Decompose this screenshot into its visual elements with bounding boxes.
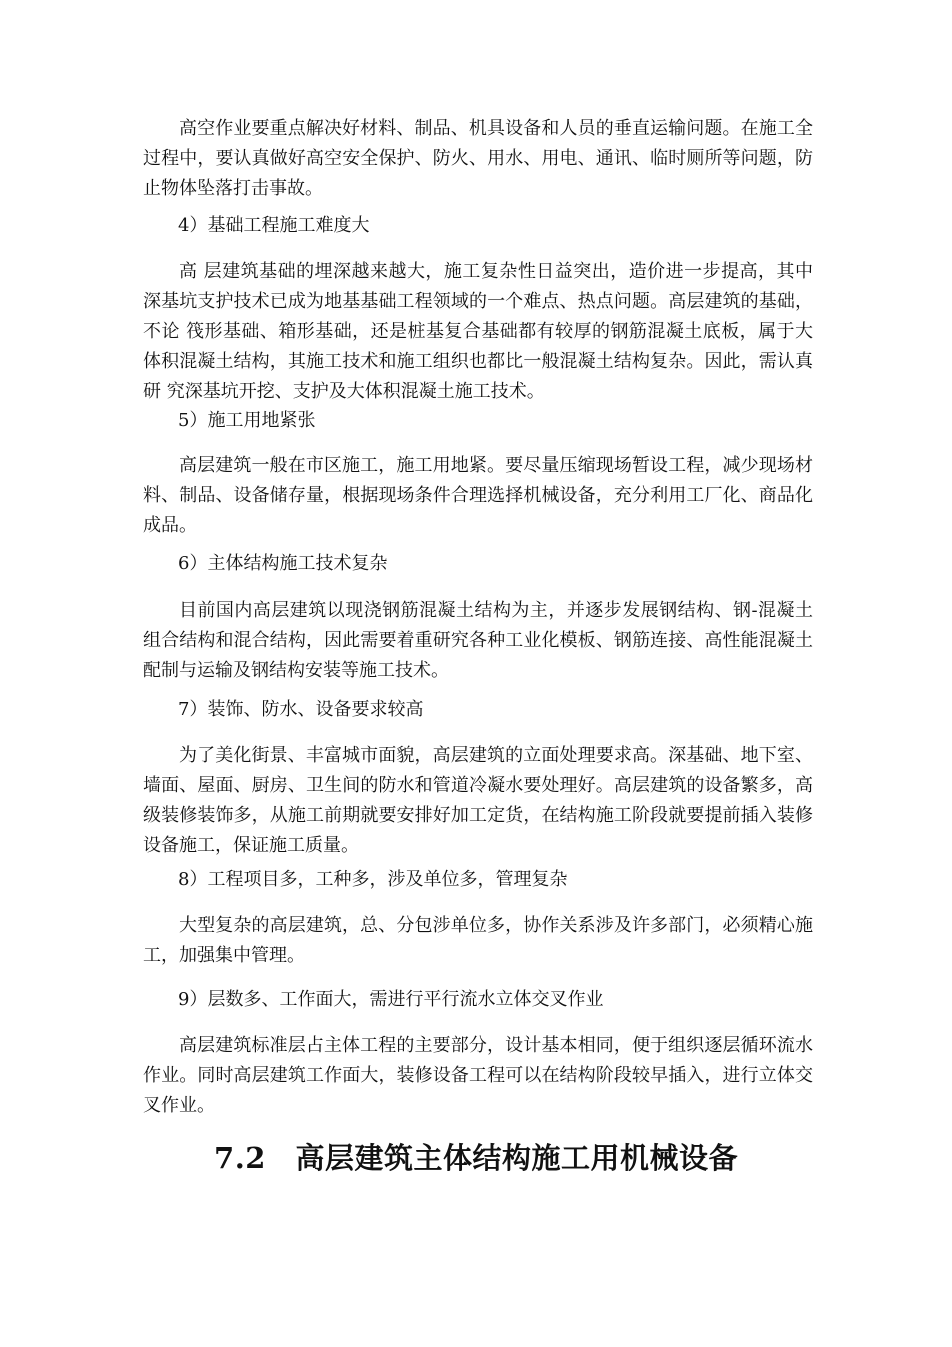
item-heading-5: 5）施工用地紧张 <box>178 410 316 431</box>
section-title: 7.2 高层建筑主体结构施工用机械设备 <box>214 1141 738 1175</box>
item-paragraph-5: 高层建筑一般在市区施工，施工用地紧。要尽量压缩现场暂设工程，减少现场材料、制品、设备储存量，根据现场条件合理选择机械设备，充分利用工厂化、商品化成品。 <box>143 455 813 536</box>
item-heading-8: 8）工程项目多，工种多，涉及单位多，管理复杂 <box>178 869 568 890</box>
item-paragraph-7: 为了美化街景、丰富城市面貌，高层建筑的立面处理要求高。深基础、地下室、墙面、屋面、厨房、卫生间的防水和管道冷凝水要处理好。高层建筑的设备繁多，高级装修装饰多，从施工前期就要安排好加工定货，在结构施工阶段就要提前插入装修设备施工，保证施工质量。 <box>143 745 813 856</box>
item-heading-6: 6）主体结构施工技术复杂 <box>178 553 388 574</box>
item-paragraph-8: 大型复杂的高层建筑，总、分包涉单位多，协作关系涉及许多部门，必须精心施工，加强集中管理。 <box>143 915 813 966</box>
item-heading-9: 9）层数多、工作面大，需进行平行流水立体交叉作业 <box>178 989 604 1010</box>
item-paragraph-6: 目前国内高层建筑以现浇钢筋混凝土结构为主，并逐步发展钢结构、钢-混凝土组合结构和混合结构，因此需要着重研究各种工业化模板、钢筋连接、高性能混凝土配制与运输及钢结构安装等施工技术。 <box>143 600 813 681</box>
item-paragraph-4: 高 层建筑基础的埋深越来越大，施工复杂性日益突出，造价进一步提高，其中深基坑支护技术已成为地基基础工程领域的一个难点、热点问题。高层建筑的基础，不论 筏形基础、箱形基础，还是桩基复合基础都有较厚的钢筋混凝土底板，属于大体积混凝土结构，其施工技术和施工组织也都比一般混凝土结构复杂。因此，需认真研 究深基坑开挖、支护及大体积混凝土施工技术。 <box>143 261 813 402</box>
intro-paragraph: 高空作业要重点解决好材料、制品、机具设备和人员的垂直运输问题。在施工全过程中，要认真做好高空安全保护、防火、用水、用电、通讯、临时厕所等问题，防止物体坠落打击事故。 <box>143 118 813 199</box>
item-heading-7: 7）装饰、防水、设备要求较高 <box>178 699 424 720</box>
item-paragraph-9: 高层建筑标准层占主体工程的主要部分，设计基本相同，便于组织逐层循环流水作业。同时高层建筑工作面大，装修设备工程可以在结构阶段较早插入，进行立体交叉作业。 <box>143 1035 813 1116</box>
item-heading-4: 4）基础工程施工难度大 <box>178 215 370 236</box>
